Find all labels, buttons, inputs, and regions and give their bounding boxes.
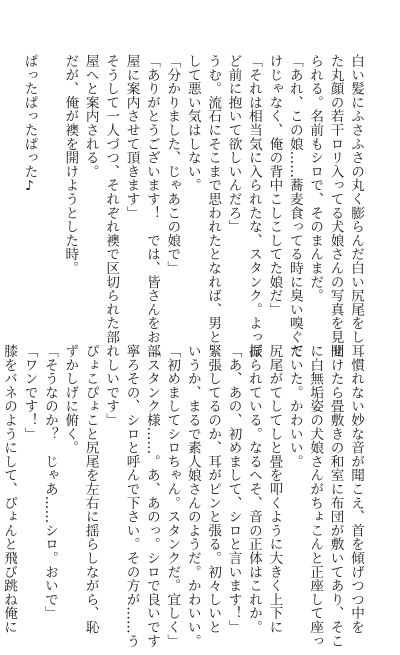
text-line: 開けたら畳敷きの和室に布団が敷いてあり、そこ (327, 344, 344, 648)
text-line: 耳慣れない妙な音が聞こえ、首を傾げつつ中を (348, 344, 364, 634)
text-line: 振られている。なるへそ、音の正体はこれか。 (245, 344, 262, 634)
text-line: に白無垢姿の犬娘さんがちょこんと正座して座っ (307, 344, 324, 648)
text-line: ずかしげに俯く。 (62, 344, 79, 455)
text-line: 白い髪にふさふさの丸く膨らんだ白い尻尾をし (348, 54, 364, 344)
text-line: けじゃなく、俺の背中こしこしてた娘だ」 (266, 54, 283, 317)
text-line: ぱったぱったぱった♪ (21, 54, 38, 195)
text-line: 「分かりました、じゃあこの娘で」 (164, 54, 181, 275)
text-line: ぴょこぴょこと尻尾を左右に揺らしながら、恥 (82, 344, 99, 634)
text-line: 「あ、あの、初めまして、シロと言います！」 (225, 344, 242, 634)
text-line: られる。名前もシロで、そのまんまだ。 (307, 54, 324, 303)
text-line: うむ。流石にそこまで思われたとなれば、男と (205, 54, 222, 344)
text-line: 尻尾がてしてしと畳を叩くように大きく上下に (266, 344, 283, 634)
text-line: そうして一人づつ、それぞれ襖で区切られた部 (103, 54, 120, 344)
text-line: 「それは相当気に入られたな、スタンク。よっぽ (245, 54, 262, 358)
text-line: た丸顔の若干ロリ入ってる犬娘さんの写真を見せ (327, 54, 344, 358)
text-line: 「そうなのか？ じゃあ……シロ。おいで」 (41, 344, 58, 620)
text-line: 膝をバネのようにして、ぴょんと飛び跳ね俺に (1, 344, 18, 634)
text-line: 緊張してるのか、耳がピンと張る。初々しいと (205, 344, 222, 634)
text-line: 「あれ、この娘……蕎麦食ってる時に臭い嗅ぐだ (286, 54, 303, 358)
text-block-lower (1, 344, 366, 648)
text-line: れしいです」 (103, 344, 120, 427)
text-line: して悪い気はしない。 (184, 54, 201, 192)
text-line: 「初めましてシロちゃん。スタンクだ。宜しく」 (164, 344, 181, 648)
text-line: 屋に案内させて頂きます」 (123, 54, 140, 220)
text-line: 「スタンク様……。あ、あのっ。シロで良いです (143, 344, 160, 648)
text-line: 「ありがとうございます！ では、皆さんをお部 (143, 54, 160, 358)
text-block-upper (21, 54, 366, 358)
blank-line (0, 54, 19, 316)
blank-line (40, 54, 60, 316)
text-line: 寧ろその、シロと呼んで下さい。その方が……う (123, 344, 140, 648)
text-line: いうか、まるで素人娘さんのようだ。かわいい。 (184, 344, 201, 648)
text-line: 屋へと案内される。 (82, 54, 99, 179)
text-line: ていた。かわいい。 (286, 344, 303, 469)
text-line: 「ワンです！」 (21, 344, 38, 441)
text-line: ど前に抱いて欲しいんだろ」 (225, 54, 242, 234)
text-line: だが、俺が襖を開けようとした時。 (62, 54, 79, 275)
